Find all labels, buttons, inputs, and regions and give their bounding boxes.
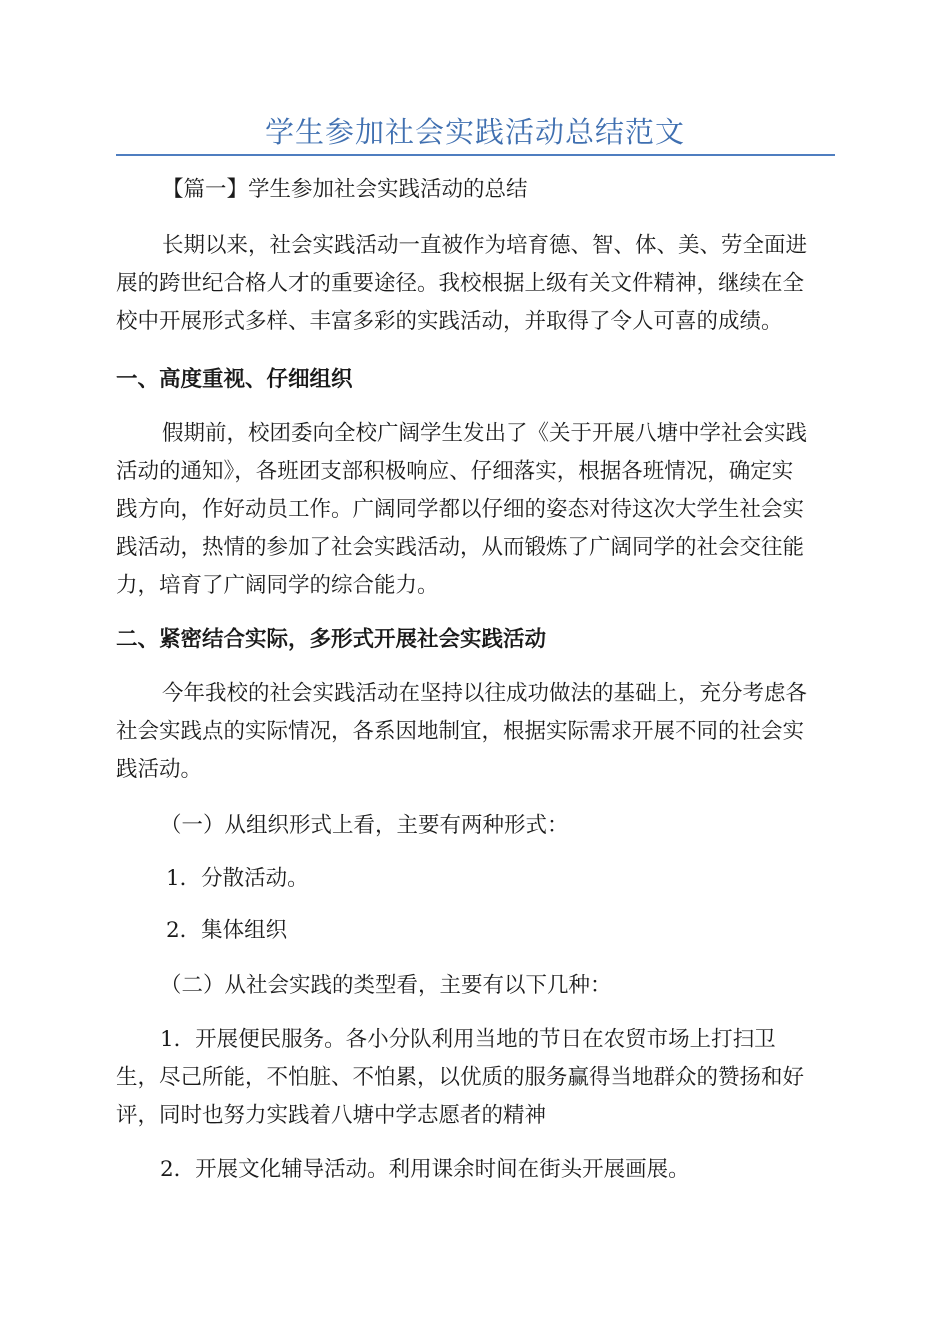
section1-line-5: 力，培育了广阔同学的综合能力。	[116, 573, 439, 598]
type2-line: 2．开展文化辅导活动。利用课余时间在街头开展画展。	[160, 1157, 690, 1182]
section1-heading: 一、高度重视、仔细组织	[116, 367, 353, 392]
section1-line-3: 践方向，作好动员工作。广阔同学都以仔细的姿态对待这次大学生社会实	[116, 497, 805, 522]
subsection-types: （二）从社会实践的类型看，主要有以下几种：	[160, 973, 612, 998]
list-item-1: 1．分散活动。	[166, 866, 309, 891]
list-item-2: 2．集体组织	[166, 918, 288, 943]
subsection-organization: （一）从组织形式上看，主要有两种形式：	[160, 813, 569, 838]
section-subtitle: 【篇一】学生参加社会实践活动的总结	[162, 177, 528, 202]
section2-line-3: 践活动。	[116, 757, 203, 782]
intro-line-1: 长期以来，社会实践活动一直被作为培育德、智、体、美、劳全面进	[162, 233, 808, 258]
intro-line-3: 校中开展形式多样、丰富多彩的实践活动，并取得了令人可喜的成绩。	[116, 309, 783, 334]
section2-line-1: 今年我校的社会实践活动在坚持以往成功做法的基础上，充分考虑各	[162, 681, 808, 706]
section2-line-2: 社会实践点的实际情况，各系因地制宜，根据实际需求开展不同的社会实	[116, 719, 805, 744]
page-title: 学生参加社会实践活动总结范文	[264, 115, 685, 149]
section1-line-1: 假期前，校团委向全校广阔学生发出了《关于开展八塘中学社会实践	[162, 421, 808, 446]
type1-line-3: 评，同时也努力实践着八塘中学志愿者的精神	[116, 1103, 547, 1128]
type1-line-1: 1．开展便民服务。各小分队利用当地的节日在农贸市场上打扫卫	[160, 1027, 776, 1052]
section1-line-4: 践活动，热情的参加了社会实践活动，从而锻炼了广阔同学的社会交往能	[116, 535, 805, 560]
section2-heading: 二、紧密结合实际，多形式开展社会实践活动	[116, 627, 547, 652]
intro-line-2: 展的跨世纪合格人才的重要途径。我校根据上级有关文件精神，继续在全	[116, 271, 805, 296]
title-underline	[116, 154, 835, 156]
type1-line-2: 生，尽己所能，不怕脏、不怕累，以优质的服务赢得当地群众的赞扬和好	[116, 1065, 805, 1090]
section1-line-2: 活动的通知》，各班团支部积极响应、仔细落实，根据各班情况，确定实	[116, 459, 794, 484]
